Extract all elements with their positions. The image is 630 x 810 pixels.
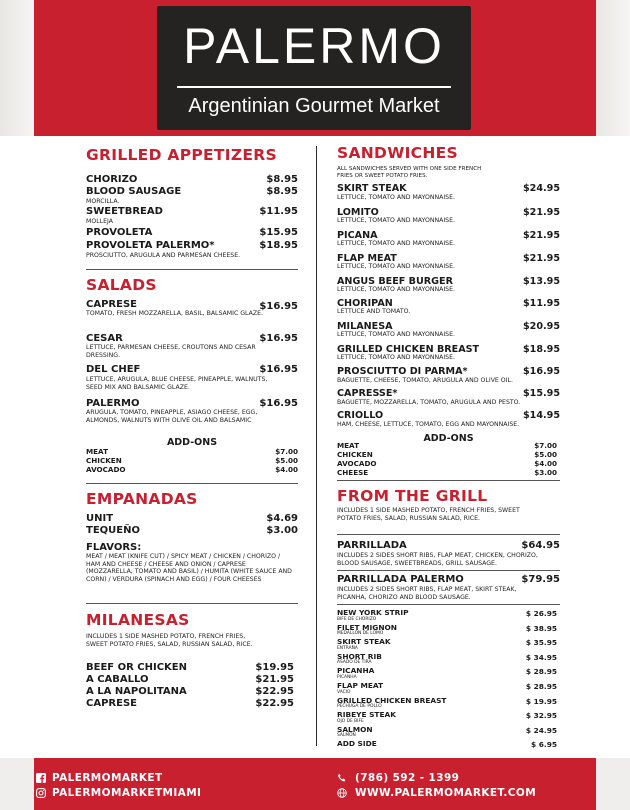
phone-number[interactable]: (786) 592 - 1399 <box>355 772 460 784</box>
item-name: PARRILLADA <box>337 540 407 551</box>
item-description: LETTUCE, TOMATO AND MAYONNAISE. <box>337 194 455 201</box>
item-description: PROSCIUTTO, ARUGULA AND PARMESAN CHEESE. <box>86 252 241 259</box>
item-price: $18.95 <box>522 344 560 355</box>
menu-item <box>86 186 298 198</box>
section-title-sandwiches: SANDWICHES <box>337 144 458 162</box>
wood-panel-left <box>0 0 34 136</box>
footer-panel-right <box>596 758 630 810</box>
addon-price: $4.00 <box>275 465 298 474</box>
cut-name: SKIRT STEAK <box>337 637 391 647</box>
section-description: INCLUDES 1 SIDE MASHED POTATO, FRENCH FRIES, SWEET POTATO FRIES, SALAD, RUSSIAN SALAD, RICE. <box>337 507 520 522</box>
item-name: CRIOLLO <box>337 410 384 421</box>
item-name: A CABALLO <box>86 674 149 685</box>
addon-row <box>337 441 557 450</box>
cut-price: $ 28.95 <box>525 667 557 677</box>
addon-price: $4.00 <box>534 459 557 468</box>
item-description: INCLUDES 2 SIDES SHORT RIBS, FLAP MEAT, SKIRT STEAK, PICANHA, CHORIZO AND BLOOD SAUSAGE. <box>337 586 517 601</box>
item-price: $16.95 <box>259 333 298 344</box>
item-price: $8.95 <box>266 186 298 197</box>
grill-cut-row <box>337 637 557 646</box>
addon-name: CHICKEN <box>337 450 373 459</box>
cut-spanish-name: ENTRAÑA <box>337 645 358 651</box>
menu-item <box>86 662 294 674</box>
cut-spanish-name: PICANHA <box>337 674 357 680</box>
item-price: $18.95 <box>259 240 298 251</box>
menu-item <box>86 513 298 525</box>
item-name: PARRILLADA PALERMO <box>337 574 464 585</box>
item-name: BEEF OR CHICKEN <box>86 662 187 673</box>
grill-cut-row <box>337 666 557 675</box>
grill-cut-row <box>337 725 557 734</box>
item-name: SWEETBREAD <box>86 206 163 217</box>
item-name: CHORIPAN <box>337 298 393 309</box>
menu-item <box>86 364 298 376</box>
section-divider <box>337 480 560 481</box>
cut-name: FILET MIGNON <box>337 622 397 632</box>
item-price: $20.95 <box>522 321 560 332</box>
item-price: $21.95 <box>522 253 560 264</box>
item-name: CAPRESSE* <box>337 388 398 399</box>
item-name: CAPRESE <box>86 299 137 310</box>
flavors-list: MEAT / MEAT (KNIFE CUT) / SPICY MEAT / CHICKEN / CHORIZO / HAM AND CHEESE / CHEESE AND ONION / CAPRESE (MOZZARELLA, TOMATO AND BASIL) / HUMITA (WHITE SAUCE AND CORN) / VERDURA (SPINACH AND EGG) / FOUR CHEESES <box>86 553 292 583</box>
item-price: $14.95 <box>522 410 560 421</box>
item-description: TOMATO, FRESH MOZZARELLA, BASIL, BALSAMIC GLAZE. <box>86 310 263 317</box>
item-description: LETTUCE AND TOMATO. <box>337 308 411 315</box>
cut-spanish-name: ASADO DE TIRA <box>337 660 372 666</box>
flavors-label: FLAVORS: <box>86 542 142 553</box>
cut-price: $ 34.95 <box>525 652 557 662</box>
addon-row <box>337 450 557 459</box>
addon-name: MEAT <box>86 447 108 456</box>
section-description: INCLUDES 1 SIDE MASHED POTATO, FRENCH FRIES, SWEET POTATO FRIES, SALAD, RUSSIAN SALAD, RICE. <box>86 633 253 648</box>
cut-name: SHORT RIB <box>337 651 382 661</box>
item-description: LETTUCE, TOMATO AND MAYONNAISE. <box>337 331 455 338</box>
cut-name: PICANHA <box>337 666 375 676</box>
item-name: PROSCIUTTO DI PARMA* <box>337 366 468 377</box>
addon-name: AVOCADO <box>86 465 126 474</box>
cut-price: $ 28.95 <box>525 682 557 691</box>
item-price: $11.95 <box>259 206 298 217</box>
cut-price: $ 32.95 <box>525 711 557 721</box>
item-name: BLOOD SAUSAGE <box>86 186 182 197</box>
item-price: $22.95 <box>255 698 294 709</box>
addon-price: $5.00 <box>534 450 557 459</box>
item-price: $4.69 <box>266 513 298 524</box>
item-name: CESAR <box>86 333 123 344</box>
cut-name: FLAP MEAT <box>337 681 384 690</box>
section-title-salads: SALADS <box>86 276 157 294</box>
section-divider <box>86 269 298 270</box>
cut-price: $ 6.95 <box>531 740 557 750</box>
item-price: $16.95 <box>259 301 298 312</box>
item-name: PALERMO <box>86 398 140 409</box>
item-description: LETTUCE, PARMESAN CHEESE, CROUTONS AND CESAR DRESSING. <box>86 344 256 359</box>
item-name: A LA NAPOLITANA <box>86 686 187 697</box>
instagram-handle[interactable]: PALERMOMARKETMIAMI <box>52 787 202 799</box>
section-title-grilled: GRILLED APPETIZERS <box>86 146 277 164</box>
addon-price: $7.00 <box>275 447 298 456</box>
brand-subtitle: Argentinian Gourmet Market <box>188 95 440 117</box>
cut-spanish-name: BIFE DE CHORIZO <box>337 616 377 622</box>
menu-item <box>86 240 298 252</box>
section-title-grill: FROM THE GRILL <box>337 487 488 505</box>
menu-item <box>86 698 294 710</box>
item-description: ARUGULA, TOMATO, PINEAPPLE, ASIAGO CHEESE, EGG, ALMONDS, WALNUTS WITH OLIVE OIL AND BALSAMIC <box>86 409 258 424</box>
item-description: BAGUETTE, MOZZARELLA, TOMATO, ARUGULA AND PESTO. <box>337 399 521 406</box>
item-name: PICANA <box>337 230 378 241</box>
menu-item <box>86 525 298 537</box>
section-description: ALL SANDWICHES SERVED WITH ONE SIDE FRENCH FRIES OR SWEET POTATO FRIES. <box>337 166 482 179</box>
item-description: LETTUCE, TOMATO AND MAYONNAISE. <box>337 354 455 361</box>
item-price: $16.95 <box>522 366 560 377</box>
item-description: LETTUCE, TOMATO AND MAYONNAISE. <box>337 217 455 224</box>
cut-name: SALMON <box>337 724 373 734</box>
section-divider <box>337 534 560 535</box>
section-divider <box>337 604 560 605</box>
menu-item <box>86 227 298 239</box>
item-price: $19.95 <box>255 662 294 673</box>
section-divider <box>337 570 560 571</box>
footer <box>0 758 630 810</box>
cut-name: GRILLED CHICKEN BREAST <box>337 695 447 705</box>
globe-icon <box>337 788 347 798</box>
addon-row <box>86 456 298 465</box>
grill-cut-row <box>337 681 557 690</box>
item-description: HAM, CHEESE, LETTUCE, TOMATO, EGG AND MAYONNAISE. <box>337 421 520 428</box>
addons-title: ADD-ONS <box>166 437 218 448</box>
grill-cut-row <box>337 739 557 748</box>
cut-price: $ 24.95 <box>525 725 557 735</box>
item-price: $79.95 <box>521 574 560 585</box>
addon-name: CHICKEN <box>86 456 122 465</box>
item-name: TEQUEÑO <box>86 525 140 536</box>
menu-item <box>86 686 294 698</box>
phone-icon <box>337 773 347 783</box>
column-divider <box>316 146 317 746</box>
section-divider <box>86 603 298 604</box>
wood-panel-right <box>596 0 630 136</box>
addon-name: MEAT <box>337 441 359 450</box>
addon-row <box>337 468 557 477</box>
cut-name: ADD SIDE <box>337 739 377 749</box>
item-name: ANGUS BEEF BURGER <box>337 276 453 287</box>
instagram-icon[interactable] <box>36 788 46 798</box>
cut-spanish-name: SALMON <box>337 733 356 739</box>
item-name: PROVOLETA PALERMO* <box>86 240 215 251</box>
addons-title: ADD-ONS <box>423 433 474 444</box>
logo-rule <box>177 86 451 88</box>
addon-name: AVOCADO <box>337 459 377 468</box>
item-description: BAGUETTE, CHEESE, TOMATO, ARUGULA AND OLIVE OIL. <box>337 377 513 384</box>
cut-spanish-name: MEDALLÓN DE LOMO <box>337 631 384 637</box>
item-description: LETTUCE, TOMATO AND MAYONNAISE. <box>337 263 455 270</box>
item-price: $21.95 <box>522 230 560 241</box>
item-description: MORCILLA. <box>86 198 120 205</box>
footer-panel-left <box>0 758 34 810</box>
cut-price: $ 35.95 <box>525 638 557 648</box>
item-price: $3.00 <box>266 525 298 536</box>
item-name: LOMITO <box>337 207 379 218</box>
website-link[interactable]: WWW.PALERMOMARKET.COM <box>355 787 537 799</box>
cut-price: $ 26.95 <box>525 609 557 618</box>
grill-cut-row <box>337 710 557 719</box>
item-name: PROVOLETA <box>86 227 153 238</box>
item-price: $16.95 <box>259 364 298 375</box>
item-name: SKIRT STEAK <box>337 183 407 194</box>
item-price: $11.95 <box>522 298 560 309</box>
addon-price: $5.00 <box>275 456 298 465</box>
addon-row <box>86 465 298 474</box>
item-description: MOLLEJA <box>86 218 113 225</box>
cut-name: RIBEYE STEAK <box>337 710 396 720</box>
item-price: $15.95 <box>522 388 560 399</box>
cut-spanish-name: PECHUGA DE POLLO <box>337 704 382 710</box>
item-name: DEL CHEF <box>86 364 141 375</box>
menu-item <box>86 206 298 218</box>
item-name: FLAP MEAT <box>337 253 397 264</box>
item-price: $21.95 <box>255 674 294 685</box>
addon-row <box>337 459 557 468</box>
item-description: INCLUDES 2 SIDES SHORT RIBS, FLAP MEAT, CHICKEN, CHORIZO, BLOOD SAUSAGE, SWEETBREADS, GRILL SAUSAGE. <box>337 552 538 567</box>
section-title-empanadas: EMPANADAS <box>86 490 198 508</box>
addon-price: $3.00 <box>534 468 557 477</box>
section-divider <box>86 483 298 484</box>
cut-spanish-name: VACIO <box>337 689 351 695</box>
logo <box>157 6 471 130</box>
item-price: $21.95 <box>522 207 560 218</box>
item-price: $16.95 <box>259 398 298 409</box>
menu-item <box>337 574 560 586</box>
header-banner <box>0 0 630 136</box>
item-price: $15.95 <box>259 227 298 238</box>
item-name: UNIT <box>86 513 114 524</box>
item-price: $13.95 <box>522 276 560 287</box>
item-description: LETTUCE, ARUGULA, BLUE CHEESE, PINEAPPLE, WALNUTS, SEED MIX AND BALSAMIC GLAZE. <box>86 376 268 391</box>
menu-item <box>337 540 560 552</box>
menu-item <box>86 674 294 686</box>
cut-price: $ 19.95 <box>525 696 557 706</box>
item-price: $8.95 <box>266 174 298 185</box>
item-price: $64.95 <box>521 540 560 551</box>
item-name: CHORIZO <box>86 174 138 185</box>
item-price: $22.95 <box>255 686 294 697</box>
cut-price: $ 38.95 <box>525 623 557 633</box>
addon-row <box>86 447 298 456</box>
item-name: MILANESA <box>337 321 393 332</box>
cut-name: NEW YORK STRIP <box>337 608 409 617</box>
section-title-milanesas: MILANESAS <box>86 611 190 629</box>
brand-name: PALERMO <box>183 18 445 74</box>
cut-spanish-name: OJO DE BIFE <box>337 718 364 724</box>
item-description: LETTUCE, TOMATO AND MAYONNAISE. <box>337 286 455 293</box>
facebook-icon[interactable] <box>36 773 46 783</box>
addon-name: CHEESE <box>337 468 369 477</box>
facebook-handle[interactable]: PALERMOMARKET <box>52 772 163 784</box>
item-name: CAPRESE <box>86 698 137 709</box>
menu-item <box>86 174 298 186</box>
item-description: LETTUCE, TOMATO AND MAYONNAISE. <box>337 240 455 247</box>
item-name: GRILLED CHICKEN BREAST <box>337 344 480 355</box>
item-price: $24.95 <box>522 183 560 194</box>
addon-price: $7.00 <box>534 441 557 450</box>
